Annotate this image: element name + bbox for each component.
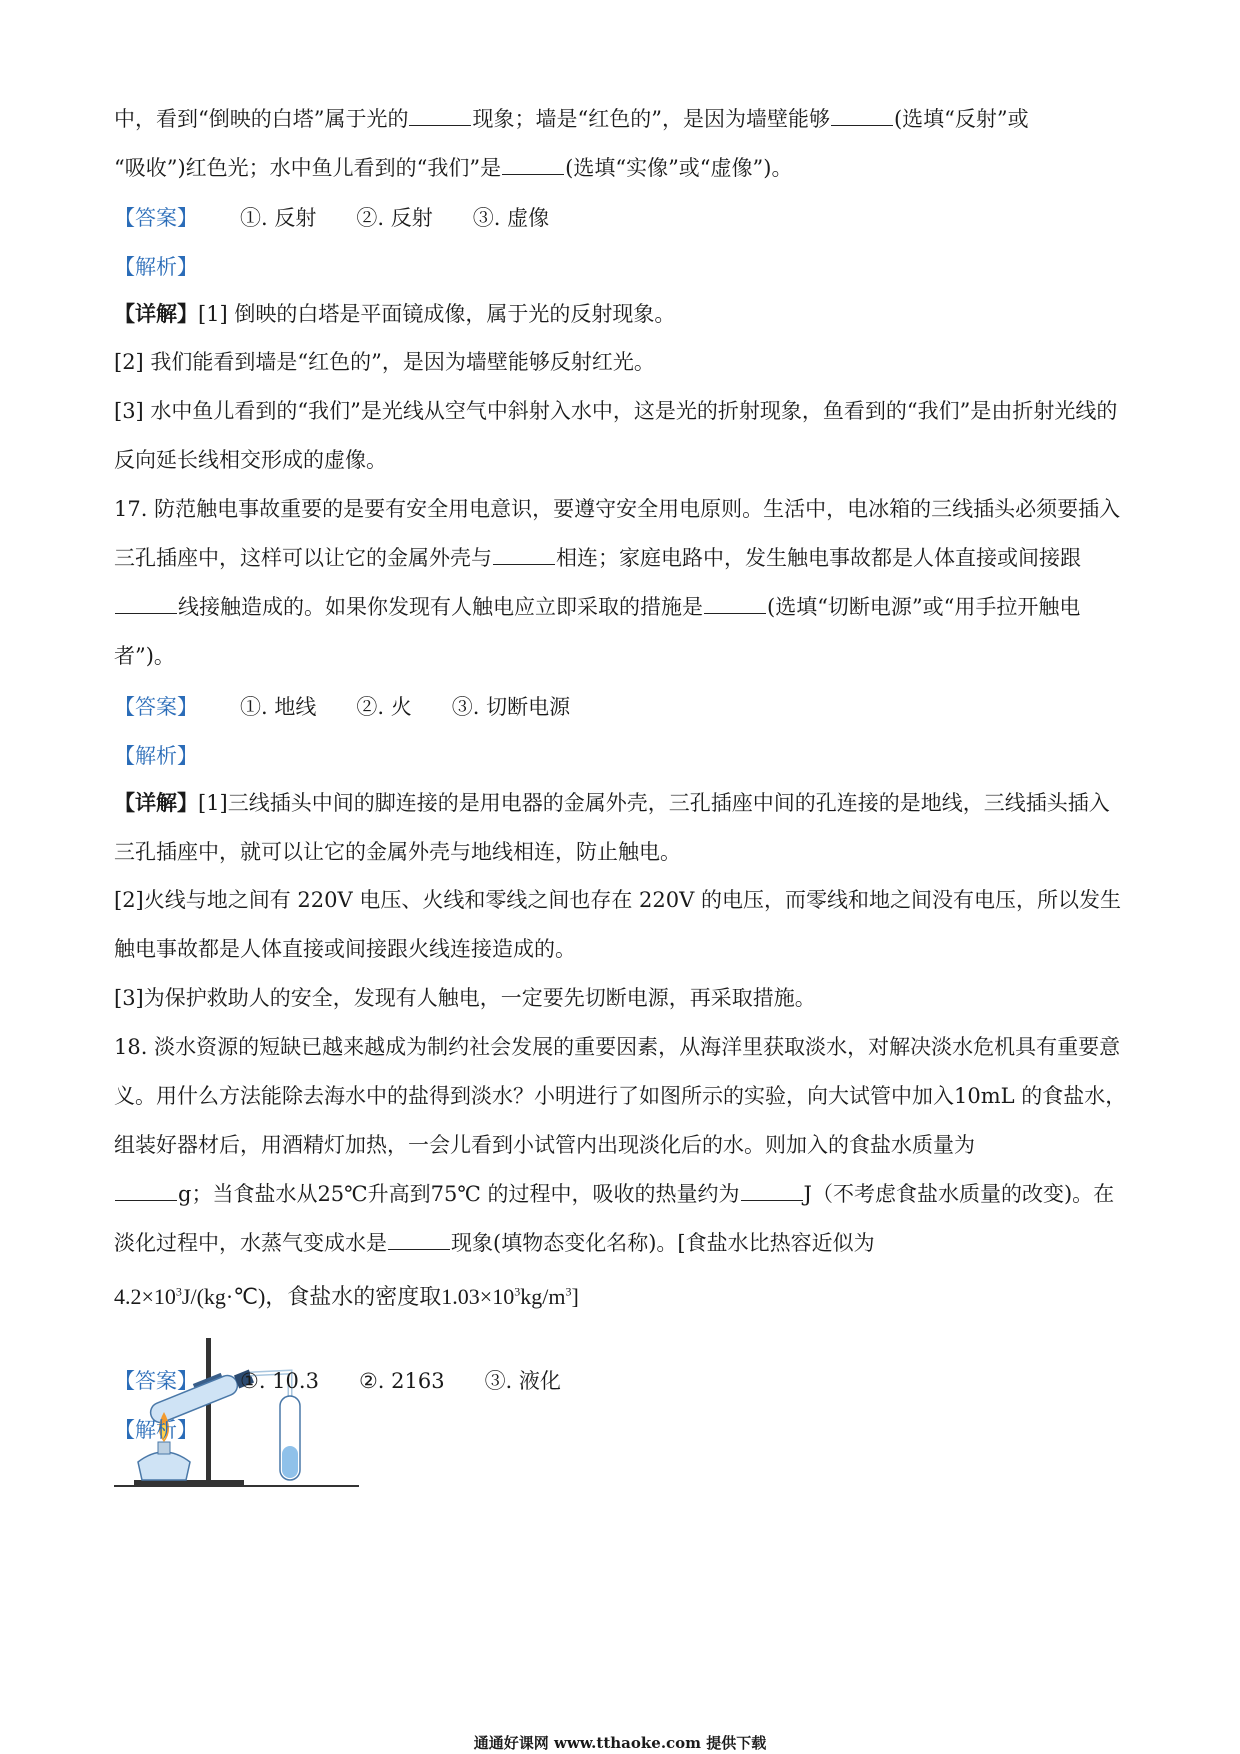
- answer-blank: [831, 105, 893, 126]
- answer-tag: 【答案】: [114, 1369, 198, 1393]
- q16-detail-2: [2] 我们能看到墙是“红色的”，是因为墙壁能够反射红光。: [114, 350, 655, 374]
- q18-formula: $4.2\times 10^3J/(kg\cdot℃)$，食盐水的密度取$1.03\times 10^3kg/m^3$]: [114, 1284, 579, 1309]
- answer-blank: [741, 1180, 803, 1201]
- q16-answer-row: [114, 203, 589, 233]
- answer-item: ②. 2163: [358, 1369, 445, 1393]
- answer-item: ①. 反射: [240, 206, 317, 230]
- detail-tag: 【详解】: [114, 790, 198, 815]
- q18-answer-row: [114, 1366, 601, 1396]
- q17-analysis-tag: 【解析】: [114, 744, 198, 768]
- q16-detail-1: 【详解】[1] 倒映的白塔是平面镜成像，属于光的反射现象。: [114, 301, 676, 326]
- answer-blank: [409, 105, 471, 126]
- stand-base: [134, 1480, 244, 1487]
- answer-tag: 【答案】: [114, 695, 198, 719]
- q16-analysis-tag: 【解析】: [114, 255, 198, 279]
- answer-blank: [388, 1229, 450, 1250]
- answer-blank: [704, 593, 766, 614]
- q16-detail-3: [3] 水中鱼儿看到的“我们”是光线从空气中斜射入水中，这是光的折射现象，鱼看到的“我们”是由折射光线的反向延长线相交形成的虚像。: [114, 399, 1118, 472]
- q17-answer-row: [114, 692, 610, 722]
- answer-item: ②. 火: [356, 695, 412, 719]
- q17-question-text: 17. 防范触电事故重要的是要有安全用电意识，要遵守安全用电原则。生活中，电冰箱的三线插头必须要插入三孔插座中，这样可以让它的金属外壳与 相连；家庭电路中，发生触电事故都是人体直接或间接跟线接触造成的。如果你发现有人触电应立即采取的措施是 (选填“切断电源”或“用手拉开触电者”)。: [114, 497, 1121, 668]
- answer-item: ③. 切断电源: [451, 695, 571, 719]
- q17-detail-2: [2]火线与地之间有 220V 电压、火线和零线之间也存在 220V 的电压，而零线和地之间没有电压，所以发生触电事故都是人体直接或间接跟火线连接造成的。: [114, 888, 1121, 961]
- answer-blank: [115, 593, 177, 614]
- answer-item: ②. 反射: [356, 206, 433, 230]
- q18-analysis-tag: 【解析】: [114, 1418, 198, 1442]
- q18-question-text: 18. 淡水资源的短缺已越来越成为制约社会发展的重要因素，从海洋里获取淡水，对解决淡水危机具有重要意义。用什么方法能除去海水中的盐得到淡水？小明进行了如图所示的实验，向大试管中加入10mL 的食盐水，组装好器材后，用酒精灯加热，一会儿看到小试管内出现淡化后的水。则加入的食盐水质量为 g；当食盐水从25℃升高到75℃ 的过程中，吸收的热量约为 J（不考虑食盐水质量的改变)。在淡化过程中，水蒸气变成水是 现象(填物态变化名称)。[食盐水比热容近似为: [114, 1035, 1127, 1255]
- answer-item: ③. 液化: [484, 1369, 561, 1393]
- answer-blank: [115, 1180, 177, 1201]
- q16-question-text: 中，看到“倒映的白塔”属于光的 现象；墙是“红色的”，是因为墙壁能够 (选填“反射”或 “吸收”)红色光；水中鱼儿看到的“我们”是 (选填“实像”或“虚像”)。: [114, 107, 1029, 180]
- answer-item: ①. 10.3: [240, 1369, 319, 1393]
- answer-blank: [493, 544, 555, 565]
- detail-tag: 【详解】: [114, 301, 198, 326]
- collected-water: [282, 1446, 298, 1478]
- answer-tag: 【答案】: [114, 206, 198, 230]
- alcohol-lamp: [138, 1452, 190, 1480]
- q17-detail-3: [3]为保护救助人的安全，发现有人触电，一定要先切断电源，再采取措施。: [114, 986, 816, 1010]
- q17-detail-1: 【详解】[1]三线插头中间的脚连接的是用电器的金属外壳，三孔插座中间的孔连接的是地线，三线插头插入三孔插座中，就可以让它的金属外壳与地线相连，防止触电。: [114, 790, 1110, 864]
- answer-blank: [502, 154, 564, 175]
- page-footer: 通通好课网 www.tthaoke.com 提供下载: [473, 1734, 767, 1752]
- answer-item: ①. 地线: [240, 695, 317, 719]
- answer-item: ③. 虚像: [472, 206, 550, 230]
- stand-rod: [206, 1338, 211, 1484]
